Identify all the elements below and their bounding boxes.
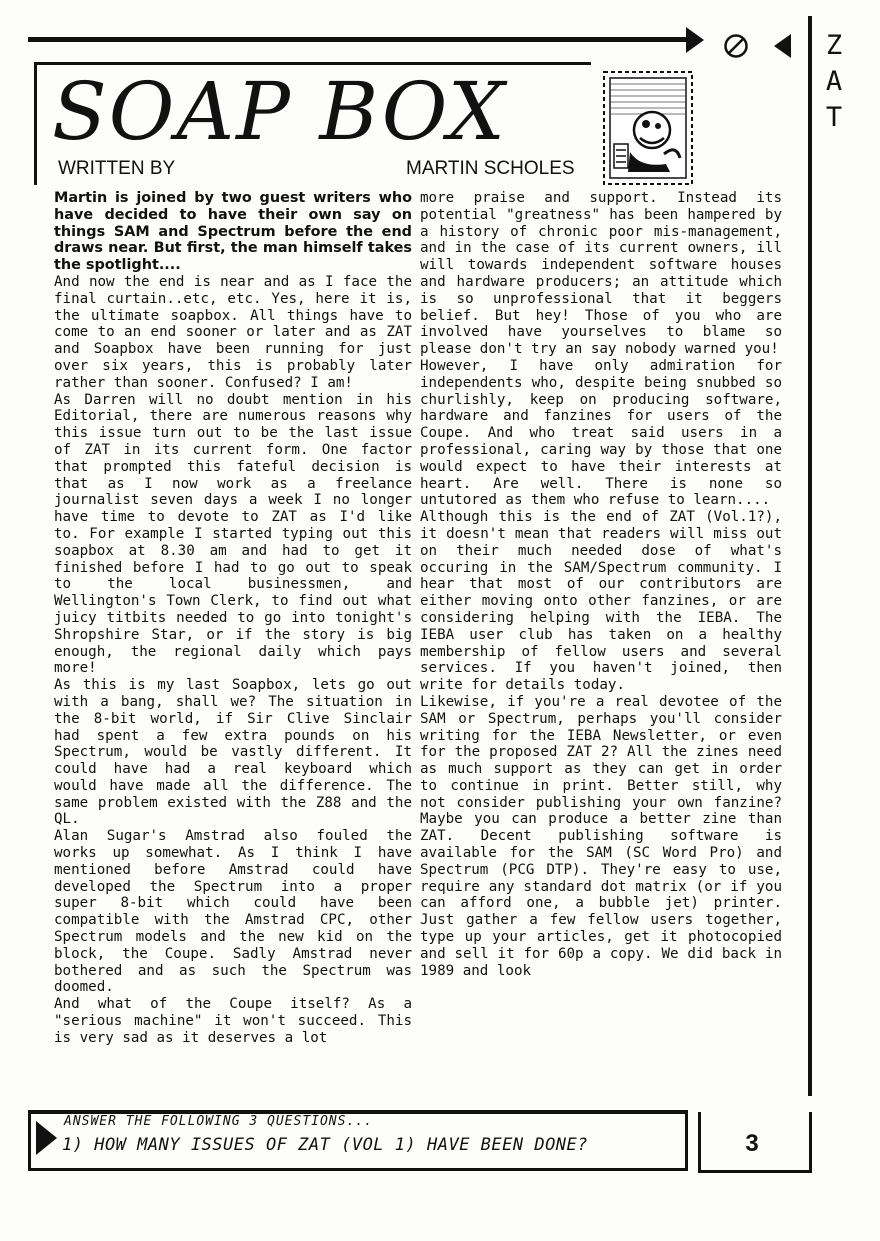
page-number: 3 — [745, 1130, 759, 1157]
article-paragraph: Although this is the end of ZAT (Vol.1?), it doesn't mean that readers will miss out on their much needed dose of what's occuring in the SAM/Spectrum community. I hear that most of our contributors are either moving onto other fanzines, or are considering helping with the IEBA. The IEBA user club has taken on a healthy membership of fellow users and several services. If you haven't joined, then write for details today. — [420, 509, 782, 694]
page-title: SOAP BOX — [52, 65, 507, 158]
quiz-arrow-icon — [36, 1121, 57, 1155]
article-paragraph: And now the end is near and as I face the final curtain..etc, etc. Yes, here it is, the ultimate soapbox. All things have to come to an end sooner or later and as ZAT and Soapbox have been running for just over six years, this is probably later rather than sooner. Confused? I am! — [54, 273, 412, 391]
left-arrow-icon — [774, 34, 791, 58]
right-arrow-icon — [686, 27, 704, 53]
article-paragraph: Likewise, if you're a real devotee of the SAM or Spectrum, perhaps you'll consider writing for the IEBA Newsletter, or even for the proposed ZAT 2? All the zines need as much support as they can get in order to continue in print. Better still, why not consider publishing your own fanzine? Maybe you can produce a better zine than ZAT. Decent publishing software is available for the SAM (SC Word Pro) and Spectrum (PCG DTP). They're easy to use, require any standard dot matrix (or if you can afford one, a bubble jet) printer. Just gather a few fellow users together, type up your articles, get it photocopied and sell it for 60p a copy. We did back in 1989 and look — [420, 693, 782, 979]
article-paragraph: more praise and support. Instead its potential "greatness" has been hampered by a history of chronic poor mis-management, and in the case of its current owners, ill will towards independent software houses and hardware producers; an attitude which is so unprofessional that it beggers belief. But hey! Those of you who are involved have yourselves to blame so please don't try an say nobody warned you! — [420, 190, 782, 358]
article-paragraph: As this is my last Soapbox, lets go out with a bang, shall we? The situation in the 8-bit world, if Sir Clive Sinclair had spent a few extra pounds on his Spectrum, would be vastly different. It could have had a real keyboard which would have made all the difference. The same problem existed with the Z88 and the QL. — [54, 677, 412, 828]
byline-author: MARTIN SCHOLES — [406, 158, 575, 179]
top-rule — [28, 37, 686, 42]
side-letter-a: A — [825, 66, 843, 97]
article-paragraph: As Darren will no doubt mention in his Editorial, there are numerous reasons why this issue turn out to be the last issue of ZAT in its current form. One factor that prompted this fateful decision is that as I now work as a freelance journalist seven days a week I no longer have time to devote to ZAT as I'd like to. For example I started typing out this soapbox at 8.30 am and had to get it finished before I had to go out to speak to the local businessmen, and Wellington's Town Clerk, to find out what juicy titbits needed to go into tonight's Shropshire Star, or if the story is big enough, the regional daily which pays more! — [54, 391, 412, 677]
article-column-left — [54, 190, 412, 1047]
side-letter-t: T — [825, 102, 843, 133]
quiz-question: 1) HOW MANY ISSUES OF ZAT (VOL 1) HAVE BEEN DONE? — [62, 1135, 589, 1155]
article-paragraph: And what of the Coupe itself? As a "serious machine" it won't succeed. This is very sad as it deserves a lot — [54, 996, 412, 1046]
article-paragraph: Alan Sugar's Amstrad also fouled the works up somewhat. As I think I have mentioned before Amstrad could have developed the Spectrum into a proper super 8-bit which could have been compatible with the Amstrad CPC, other Spectrum models and the new kid on the block, the Coupe. Sadly Amstrad never bothered and as such the Spectrum was doomed. — [54, 828, 412, 996]
quiz-intro: ANSWER THE FOLLOWING 3 QUESTIONS... — [64, 1114, 373, 1129]
side-letter-z: Z — [825, 30, 843, 61]
byline-label: WRITTEN BY — [58, 158, 176, 179]
side-rule — [808, 16, 812, 1096]
stamp-with-cartoon-icon — [600, 68, 696, 188]
article-intro: Martin is joined by two guest writers who have decided to have their own say on things SAM and Spectrum before the end draws near. But first, the man himself takes the spotlight.... — [54, 190, 412, 274]
article-paragraph: However, I have only admiration for independents who, despite being snubbed so churlishly, keep on producing software, hardware and fanzines for users of the Coupe. And who treat said users in a professional, caring way by those that one would expect to have their interests at heart. Are well. There is none so untutored as them who refuse to learn.... — [420, 357, 782, 509]
article-column-right — [420, 190, 782, 979]
no-entry-icon — [723, 33, 749, 59]
